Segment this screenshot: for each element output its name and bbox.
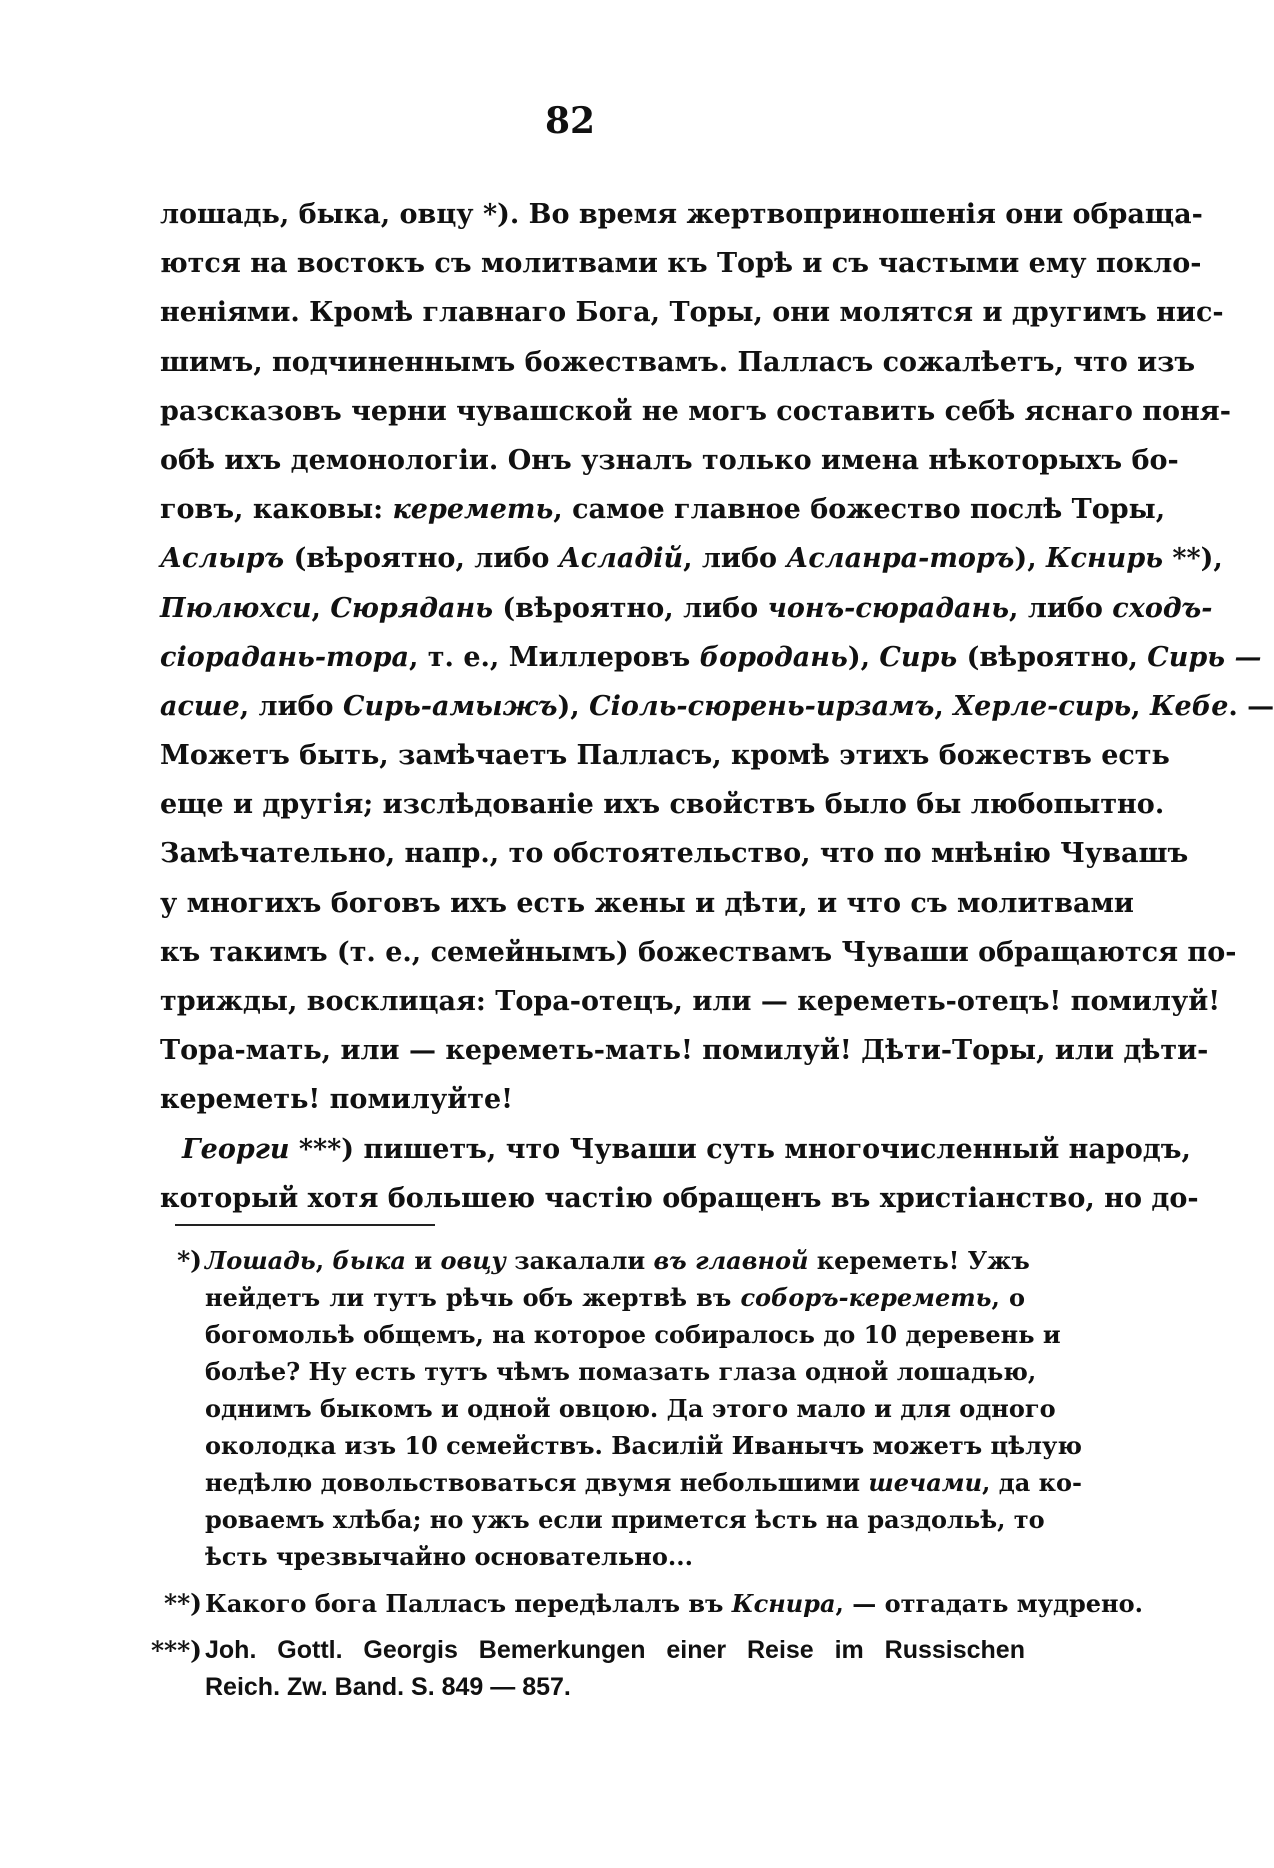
text-segment: кереметь! помилуйте! (160, 1084, 514, 1116)
italic-text-segment: Георги (182, 1133, 290, 1165)
italic-text-segment: Пюлюхси (160, 592, 312, 624)
italic-text-segment: шечами (868, 1468, 983, 1497)
footnote-line (205, 1353, 1037, 1390)
text-segment: обѣ ихъ демонологіи. Онъ узналъ только имена нѣкоторыхъ бо- (160, 444, 1179, 476)
text-segment: лошадь, быка, овцу *). Во время жертвоприношенія они обраща- (160, 199, 1203, 230)
text-segment: ), (557, 690, 590, 722)
text-line (160, 1125, 1191, 1174)
italic-text-segment: Кебе (1149, 690, 1229, 722)
text-line (160, 485, 1166, 534)
text-segment: (вѣроятно, либо (284, 543, 559, 575)
footnote-mark: **) (164, 1589, 202, 1618)
footnote (150, 1632, 1025, 1706)
footnote-line (205, 1242, 1030, 1279)
italic-text-segment: Сіоль-сюрень-ирзамъ (589, 690, 935, 722)
text-segment: , (311, 592, 331, 624)
footnote-line (205, 1585, 1143, 1622)
footnote-line (205, 1538, 1025, 1575)
text-segment: кереметь! Ужъ (808, 1246, 1030, 1275)
text-segment: еще и другія; изслѣдованіе ихъ свойствъ было бы любопытно. (160, 789, 1165, 821)
text-segment: разсказовъ черни чувашской не могъ составить себѣ яснаго поня- (160, 395, 1231, 427)
italic-text-segment: въ главной (653, 1246, 809, 1275)
text-segment: Reich. Zw. Band. S. 849 — 857. (205, 1673, 571, 1701)
footnote (150, 1585, 1143, 1622)
text-segment: , либо (683, 543, 787, 575)
italic-text-segment: Херле-сирь (953, 690, 1132, 722)
text-segment: (вѣроятно, (957, 641, 1148, 673)
text-segment: богомольѣ общемъ, на которое собиралось до 10 деревень и (205, 1320, 1061, 1349)
text-segment: , о (991, 1283, 1026, 1312)
text-segment: Тора-мать, или — кереметь-мать! помилуй! Дѣти-Торы, или дѣти- (160, 1035, 1209, 1067)
text-segment: къ такимъ (т. е., семейнымъ) божествамъ Чуваши обращаются по- (160, 936, 1237, 968)
text-segment: ются на востокъ съ молитвами къ Торѣ и съ частыми ему покло- (160, 248, 1202, 280)
text-segment: Замѣчательно, напр., то обстоятельство, что по мнѣнію Чувашъ (160, 838, 1189, 870)
text-line (160, 190, 1203, 239)
text-segment: который хотя большею частію обращенъ въ христіанство, но до- (160, 1182, 1199, 1214)
text-segment: болѣе? Ну есть тутъ чѣмъ помазать глаза одной лошадью, (205, 1357, 1037, 1386)
footnote-line (205, 1279, 1025, 1316)
text-line (160, 387, 1231, 436)
text-segment: недѣлю довольствоваться двумя небольшими (205, 1468, 869, 1497)
footnote-mark: ***) (150, 1636, 202, 1665)
footnote-line (205, 1316, 1061, 1353)
italic-text-segment: Сирь (879, 641, 958, 673)
text-line (160, 584, 1213, 633)
footnotes-block (150, 1242, 1143, 1716)
italic-text-segment: чонъ-сюрадань (767, 592, 1010, 624)
text-segment: говъ, каковы: (160, 494, 393, 526)
text-segment: , (315, 1246, 333, 1275)
text-segment: . — (1228, 690, 1274, 722)
footnote-line (205, 1632, 1025, 1669)
italic-text-segment: Сирь — (1147, 641, 1262, 673)
text-segment: , самое главное божество послѣ Торы, (553, 494, 1166, 526)
footnote-line (205, 1427, 1083, 1464)
italic-text-segment: сіорадань-тора (160, 641, 409, 673)
text-segment: ѣсть чрезвычайно основательно... (205, 1542, 693, 1571)
text-segment: , либо (1009, 592, 1113, 624)
italic-text-segment: быка (332, 1246, 406, 1275)
text-segment: , либо (239, 690, 343, 722)
text-segment: ), (1014, 543, 1046, 575)
text-segment: Joh. Gottl. Georgis Bemerkungen einer Reise im Russischen (205, 1636, 1025, 1664)
text-line (160, 338, 1196, 387)
italic-text-segment: кереметь (392, 494, 554, 526)
text-line (160, 534, 1223, 583)
text-segment: роваемъ хлѣба; но ужъ если примется ѣсть на раздольѣ, то (205, 1505, 1045, 1534)
text-segment: трижды, восклицая: Тора-отецъ, или — кереметь-отецъ! помилуй! (160, 986, 1221, 1017)
text-line (160, 239, 1202, 288)
footnote-line (205, 1501, 1045, 1538)
italic-text-segment: бородань (699, 641, 848, 673)
page-number: 82 (544, 100, 596, 142)
text-segment: шимъ, подчиненнымъ божествамъ. Палласъ сожалѣетъ, что изъ (160, 346, 1196, 378)
italic-text-segment: Асланра-торъ (786, 543, 1015, 575)
text-line (160, 977, 1221, 1026)
italic-text-segment: Сирь-амыжъ (342, 690, 558, 722)
text-line (160, 436, 1179, 485)
text-segment: ), (847, 641, 880, 673)
text-segment: нейдетъ ли тутъ рѣчь объ жертвѣ въ (205, 1283, 741, 1312)
text-line (160, 288, 1224, 337)
footnote-line (205, 1669, 1025, 1706)
text-line (160, 829, 1189, 878)
italic-text-segment: Лошадь (205, 1246, 316, 1275)
text-segment: закалали (505, 1246, 654, 1275)
text-segment: и (405, 1246, 441, 1275)
text-segment: Можетъ быть, замѣчаетъ Палласъ, кромѣ этихъ божествъ есть (160, 740, 1170, 772)
footnote-mark: *) (177, 1246, 202, 1275)
text-segment: ***) пишетъ, что Чуваши суть многочисленный народъ, (289, 1133, 1191, 1165)
text-line (160, 633, 1262, 682)
text-segment: , да ко- (982, 1468, 1082, 1497)
text-line (160, 731, 1170, 780)
text-line (160, 928, 1237, 977)
italic-text-segment: Сюрядань (330, 592, 494, 624)
footnote-line (205, 1464, 1082, 1501)
text-line (160, 780, 1165, 829)
italic-text-segment: Кснира (731, 1589, 836, 1618)
footnote-separator-rule (175, 1224, 435, 1226)
text-segment: однимъ быкомъ и одной овцою. Да этого мало и для одного (205, 1394, 1056, 1423)
main-text-block (160, 190, 1274, 1223)
italic-text-segment: Кснирь (1046, 543, 1164, 575)
text-line (160, 1026, 1209, 1075)
text-segment: , т. е., Миллеровъ (409, 641, 700, 673)
italic-text-segment: Аслыръ (160, 543, 285, 575)
text-line (160, 1174, 1199, 1223)
text-segment: (вѣроятно, либо (493, 592, 768, 624)
italic-text-segment: асше (160, 690, 240, 722)
text-segment: у многихъ боговъ ихъ есть жены и дѣти, и что съ молитвами (160, 887, 1134, 919)
text-segment: **), (1163, 543, 1223, 575)
italic-text-segment: овцу (440, 1246, 506, 1275)
text-segment: , — отгадать мудрено. (835, 1589, 1143, 1618)
text-line (160, 1075, 1025, 1124)
text-segment: неніями. Кромѣ главнаго Бога, Торы, они молятся и другимъ нис- (160, 297, 1224, 329)
footnote-line (205, 1390, 1056, 1427)
text-line (160, 682, 1274, 731)
italic-text-segment: соборъ-кереметь (740, 1283, 992, 1312)
footnote (150, 1242, 1083, 1575)
italic-text-segment: Асладій (558, 543, 684, 575)
italic-text-segment: сходъ- (1112, 592, 1213, 624)
text-segment: Какого бога Палласъ передѣлалъ въ (205, 1589, 732, 1618)
text-segment: , (934, 690, 954, 722)
text-segment: околодка изъ 10 семействъ. Василій Иванычъ можетъ цѣлую (205, 1431, 1083, 1460)
text-segment: , (1131, 690, 1150, 722)
text-line (160, 879, 1134, 928)
